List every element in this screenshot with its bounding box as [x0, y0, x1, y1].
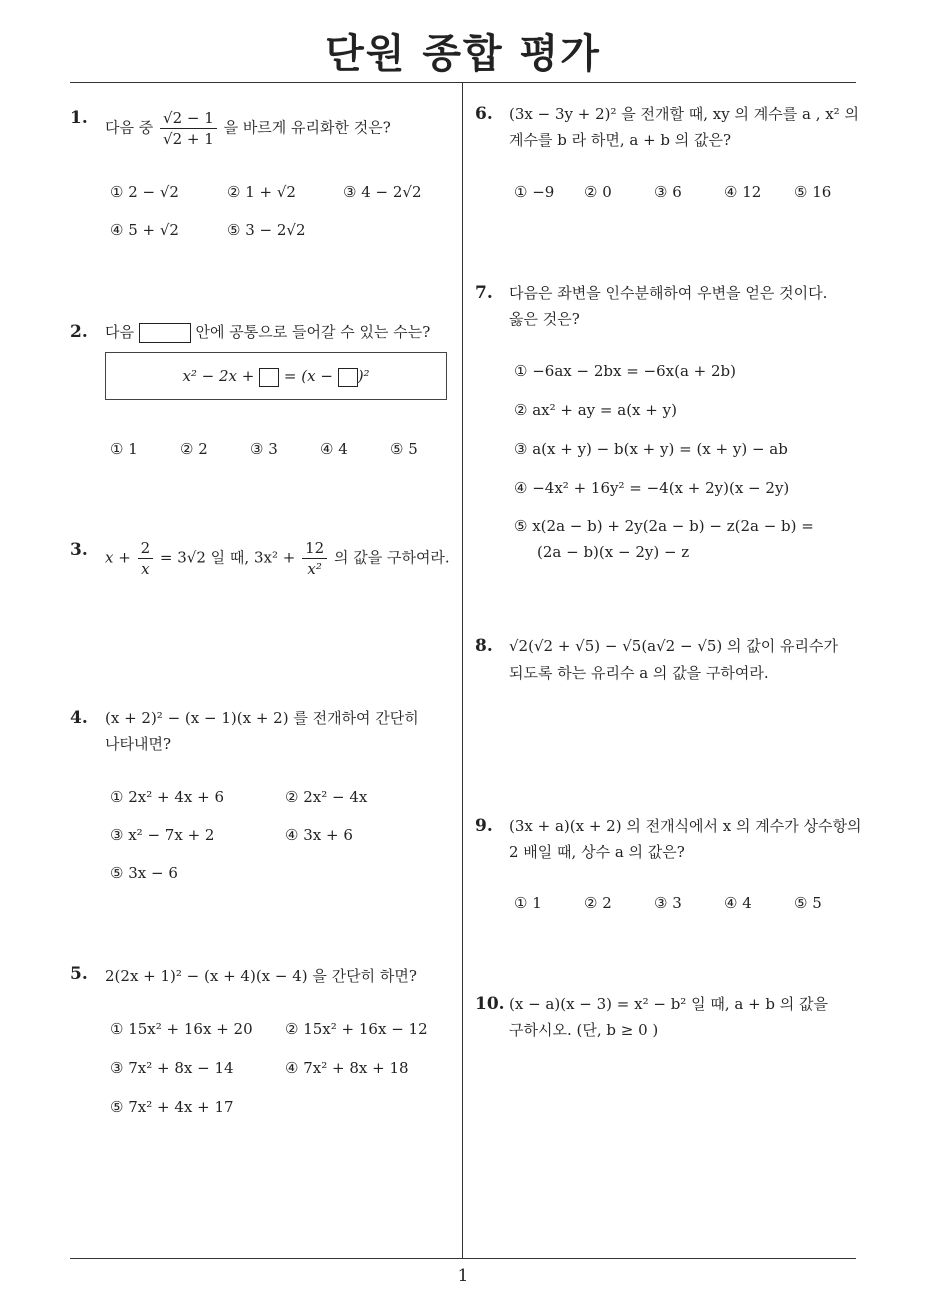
option-5[interactable]: ⑤ 5 [390, 440, 418, 458]
option-1[interactable]: ① 15x² + 16x + 20 [110, 1020, 253, 1038]
option-1[interactable]: ① 1 [514, 894, 542, 912]
fraction-denominator: √2 + 1 [163, 130, 214, 148]
question-number: 4. [70, 708, 88, 728]
option-3[interactable]: ③ 4 − 2√2 [343, 183, 422, 201]
option-4[interactable]: ④ 4 [724, 894, 752, 912]
fraction-numerator: 2 [138, 538, 154, 559]
question-number: 2. [70, 322, 88, 342]
option-2[interactable]: ② 2 [180, 440, 208, 458]
option-4[interactable]: ④ −4x² + 16y² = −4(x + 2y)(x − 2y) [514, 479, 790, 497]
answer-blank [259, 368, 279, 387]
fraction-numerator: 12 [302, 538, 327, 559]
option-5[interactable]: ⑤ 7x² + 4x + 17 [110, 1098, 234, 1116]
question-number: 1. [70, 108, 88, 128]
page-number: 1 [457, 1266, 469, 1286]
option-1[interactable]: ① 2 − √2 [110, 183, 179, 201]
expr-part: 의 값을 구하여라. [333, 548, 450, 567]
option-5-continuation: (2a − b)(x − 2y) − z [537, 543, 690, 561]
option-1[interactable]: ① 2x² + 4x + 6 [110, 788, 224, 806]
option-5[interactable]: ⑤ x(2a − b) + 2y(2a − b) − z(2a − b) = [514, 517, 814, 535]
option-1[interactable]: ① −9 [514, 183, 555, 201]
question-line: 2 배일 때, 상수 a 의 값은? [509, 843, 685, 861]
fraction [302, 538, 327, 579]
option-2[interactable]: ② 0 [584, 183, 612, 201]
question-number: 7. [475, 283, 493, 303]
option-3[interactable]: ③ 3 [654, 894, 682, 912]
question-line: 계수를 b 라 하면, a + b 의 값은? [509, 131, 732, 149]
option-5[interactable]: ⑤ 5 [794, 894, 822, 912]
option-5[interactable]: ⑤ 3 − 2√2 [227, 221, 306, 239]
question-line: (x − a)(x − 3) = x² − b² 일 때, a + b 의 값을 [509, 995, 829, 1013]
top-rule [70, 82, 856, 83]
question-suffix: 을 바르게 유리화한 것은? [223, 118, 391, 137]
option-4[interactable]: ④ 12 [724, 183, 762, 201]
column-divider [462, 83, 463, 1258]
option-3[interactable]: ③ 3 [250, 440, 278, 458]
option-2[interactable]: ② 1 + √2 [227, 183, 296, 201]
equation-box [105, 352, 447, 400]
question-line: 2(2x + 1)² − (x + 4)(x − 4) 을 간단히 하면? [105, 967, 417, 985]
question-prefix: 다음 중 [105, 118, 154, 137]
question-line: √2(√2 + √5) − √5(a√2 − √5) 의 값이 유리수가 [509, 637, 839, 655]
option-2[interactable]: ② 15x² + 16x − 12 [285, 1020, 428, 1038]
question-number: 5. [70, 964, 88, 984]
question-line: 구하시오. (단, b ≥ 0 ) [509, 1021, 659, 1039]
option-4[interactable]: ④ 3x + 6 [285, 826, 353, 844]
question-text [105, 108, 391, 149]
answer-blank [139, 323, 191, 343]
question-number: 9. [475, 816, 493, 836]
fraction-numerator: √2 − 1 [160, 108, 217, 129]
question-text [105, 318, 430, 346]
option-3[interactable]: ③ x² − 7x + 2 [110, 826, 215, 844]
equation-mid: = (x − [283, 367, 333, 385]
question-suffix: 안에 공통으로 들어갈 수 있는 수는? [195, 323, 431, 341]
option-2[interactable]: ② 2x² − 4x [285, 788, 368, 806]
question-number: 3. [70, 540, 88, 560]
bottom-rule [70, 1258, 856, 1259]
option-3[interactable]: ③ 7x² + 8x − 14 [110, 1059, 234, 1077]
expr-part: x + [105, 548, 131, 567]
question-number: 8. [475, 636, 493, 656]
question-line: 나타내면? [105, 735, 172, 753]
option-1[interactable]: ① −6ax − 2bx = −6x(a + 2b) [514, 362, 737, 380]
equation-left: x² − 2x + [182, 367, 255, 385]
fraction [138, 538, 154, 579]
question-prefix: 다음 [105, 323, 134, 341]
option-4[interactable]: ④ 4 [320, 440, 348, 458]
fraction-denominator: x [141, 560, 150, 578]
question-line: 되도록 하는 유리수 a 의 값을 구하여라. [509, 664, 769, 682]
question-text [105, 538, 450, 579]
option-2[interactable]: ② 2 [584, 894, 612, 912]
option-3[interactable]: ③ 6 [654, 183, 682, 201]
question-line: (3x − 3y + 2)² 을 전개할 때, xy 의 계수를 a , x² 의 [509, 105, 859, 123]
question-line: 옳은 것은? [509, 310, 580, 328]
fraction [160, 108, 217, 149]
question-line: 다음은 좌변을 인수분해하여 우변을 얻은 것이다. [509, 284, 828, 302]
answer-blank [338, 368, 358, 387]
option-5[interactable]: ⑤ 16 [794, 183, 832, 201]
question-line: (3x + a)(x + 2) 의 전개식에서 x 의 계수가 상수항의 [509, 817, 862, 835]
question-number: 6. [475, 104, 493, 124]
expr-part: = 3√2 일 때, 3x² + [159, 548, 296, 567]
option-4[interactable]: ④ 5 + √2 [110, 221, 179, 239]
option-1[interactable]: ① 1 [110, 440, 138, 458]
equation-right: )² [357, 367, 370, 385]
question-line: (x + 2)² − (x − 1)(x + 2) 를 전개하여 간단히 [105, 709, 419, 727]
option-3[interactable]: ③ a(x + y) − b(x + y) = (x + y) − ab [514, 440, 788, 458]
fraction-denominator: x² [307, 560, 322, 578]
page-title: 단원 종합 평가 [325, 31, 601, 77]
option-5[interactable]: ⑤ 3x − 6 [110, 864, 178, 882]
option-4[interactable]: ④ 7x² + 8x + 18 [285, 1059, 409, 1077]
question-number: 10. [475, 994, 505, 1014]
option-2[interactable]: ② ax² + ay = a(x + y) [514, 401, 677, 419]
